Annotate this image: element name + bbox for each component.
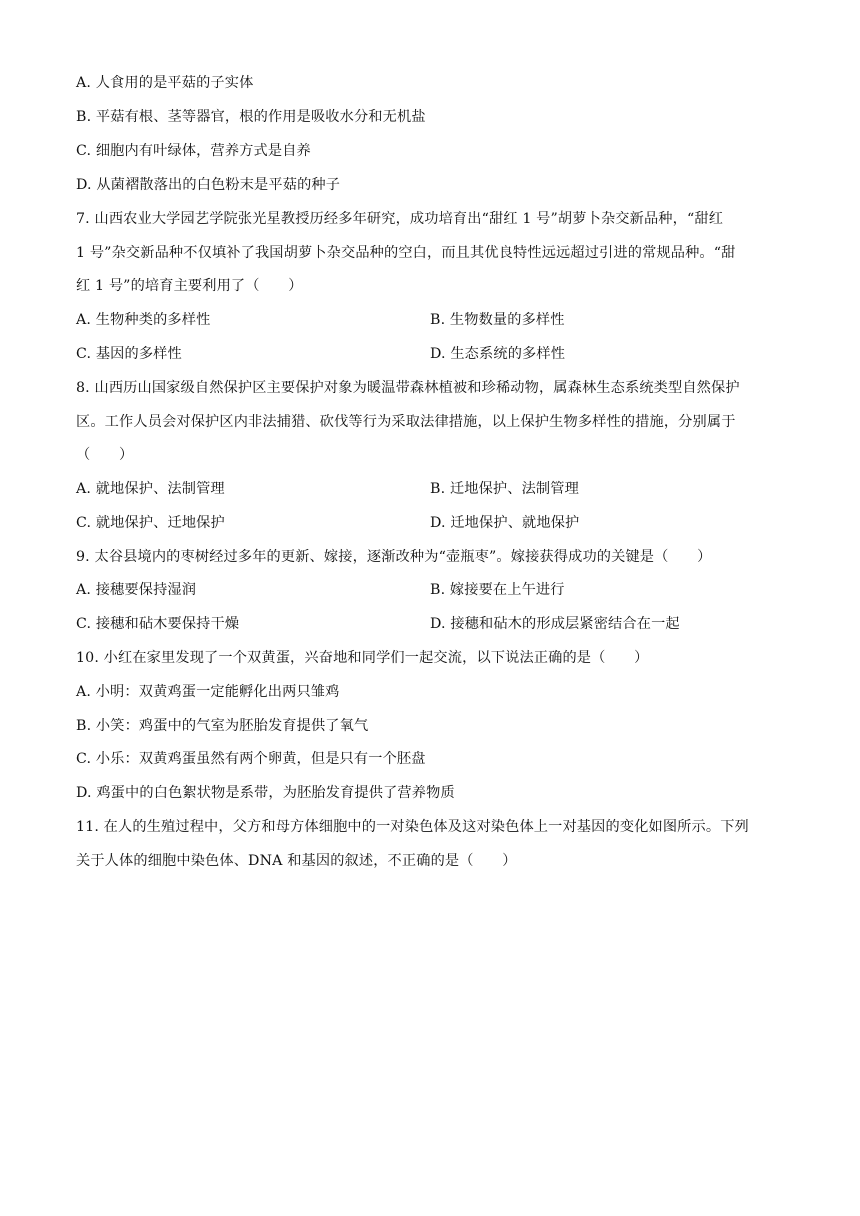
q10-option-b: B. 小笑：鸡蛋中的气室为胚胎发育提供了氧气 bbox=[76, 718, 369, 734]
q8-option-d: D. 迁地保护、就地保护 bbox=[430, 515, 580, 531]
q7-option-d: D. 生态系统的多样性 bbox=[430, 346, 566, 362]
q8-option-a: A. 就地保护、法制管理 bbox=[76, 481, 225, 497]
q7-stem-line-2: 1 号”杂交新品种不仅填补了我国胡萝卜杂交品种的空白，而且其优良特性远远超过引进的常规品种。“甜 bbox=[76, 245, 736, 261]
q10-stem: 10. 小红在家里发现了一个双黄蛋，兴奋地和同学们一起交流，以下说法正确的是（ ） bbox=[76, 650, 649, 666]
q6-option-d: D. 从菌褶散落出的白色粉末是平菇的种子 bbox=[76, 177, 341, 193]
q10-option-d: D. 鸡蛋中的白色絮状物是系带，为胚胎发育提供了营养物质 bbox=[76, 785, 455, 801]
q7-option-c: C. 基因的多样性 bbox=[76, 346, 182, 362]
q7-stem-line-3: 红 1 号”的培育主要利用了（ ） bbox=[76, 278, 303, 294]
q9-option-b: B. 嫁接要在上午进行 bbox=[430, 582, 565, 598]
q8-option-b: B. 迁地保护、法制管理 bbox=[430, 481, 579, 497]
q7-stem-line-1: 7. 山西农业大学园艺学院张光星教授历经多年研究，成功培育出“甜红 1 号”胡萝卜杂交新品种，“甜红 bbox=[76, 211, 724, 227]
q8-stem-line-1: 8. 山西历山国家级自然保护区主要保护对象为暖温带森林植被和珍稀动物，属森林生态系统类型自然保护 bbox=[76, 380, 740, 396]
q9-option-d: D. 接穗和砧木的形成层紧密结合在一起 bbox=[430, 616, 680, 632]
q6-option-a: A. 人食用的是平菇的子实体 bbox=[76, 75, 254, 91]
q7-option-a: A. 生物种类的多样性 bbox=[76, 312, 211, 328]
q8-stem-line-3: （ ） bbox=[76, 447, 134, 463]
q9-option-c: C. 接穗和砧木要保持干燥 bbox=[76, 616, 240, 632]
q11-stem-line-1: 11. 在人的生殖过程中，父方和母方体细胞中的一对染色体及这对染色体上一对基因的变化如图所示。下列 bbox=[76, 819, 749, 835]
q10-option-a: A. 小明：双黄鸡蛋一定能孵化出两只雏鸡 bbox=[76, 684, 340, 700]
q10-option-c: C. 小乐：双黄鸡蛋虽然有两个卵黄，但是只有一个胚盘 bbox=[76, 751, 426, 767]
q7-option-b: B. 生物数量的多样性 bbox=[430, 312, 565, 328]
q9-option-a: A. 接穗要保持湿润 bbox=[76, 582, 197, 598]
q6-option-b: B. 平菇有根、茎等器官，根的作用是吸收水分和无机盐 bbox=[76, 109, 426, 125]
q8-stem-line-2: 区。工作人员会对保护区内非法捕猎、砍伐等行为采取法律措施，以上保护生物多样性的措施，分别属于 bbox=[76, 414, 736, 430]
q8-option-c: C. 就地保护、迁地保护 bbox=[76, 515, 225, 531]
q11-stem-line-2: 关于人体的细胞中染色体、DNA 和基因的叙述，不正确的是（ ） bbox=[76, 853, 517, 869]
q9-stem: 9. 太谷县境内的枣树经过多年的更新、嫁接，逐渐改种为“壶瓶枣”。嫁接获得成功的关键是（ ） bbox=[76, 549, 712, 565]
q6-option-c: C. 细胞内有叶绿体，营养方式是自养 bbox=[76, 143, 311, 159]
